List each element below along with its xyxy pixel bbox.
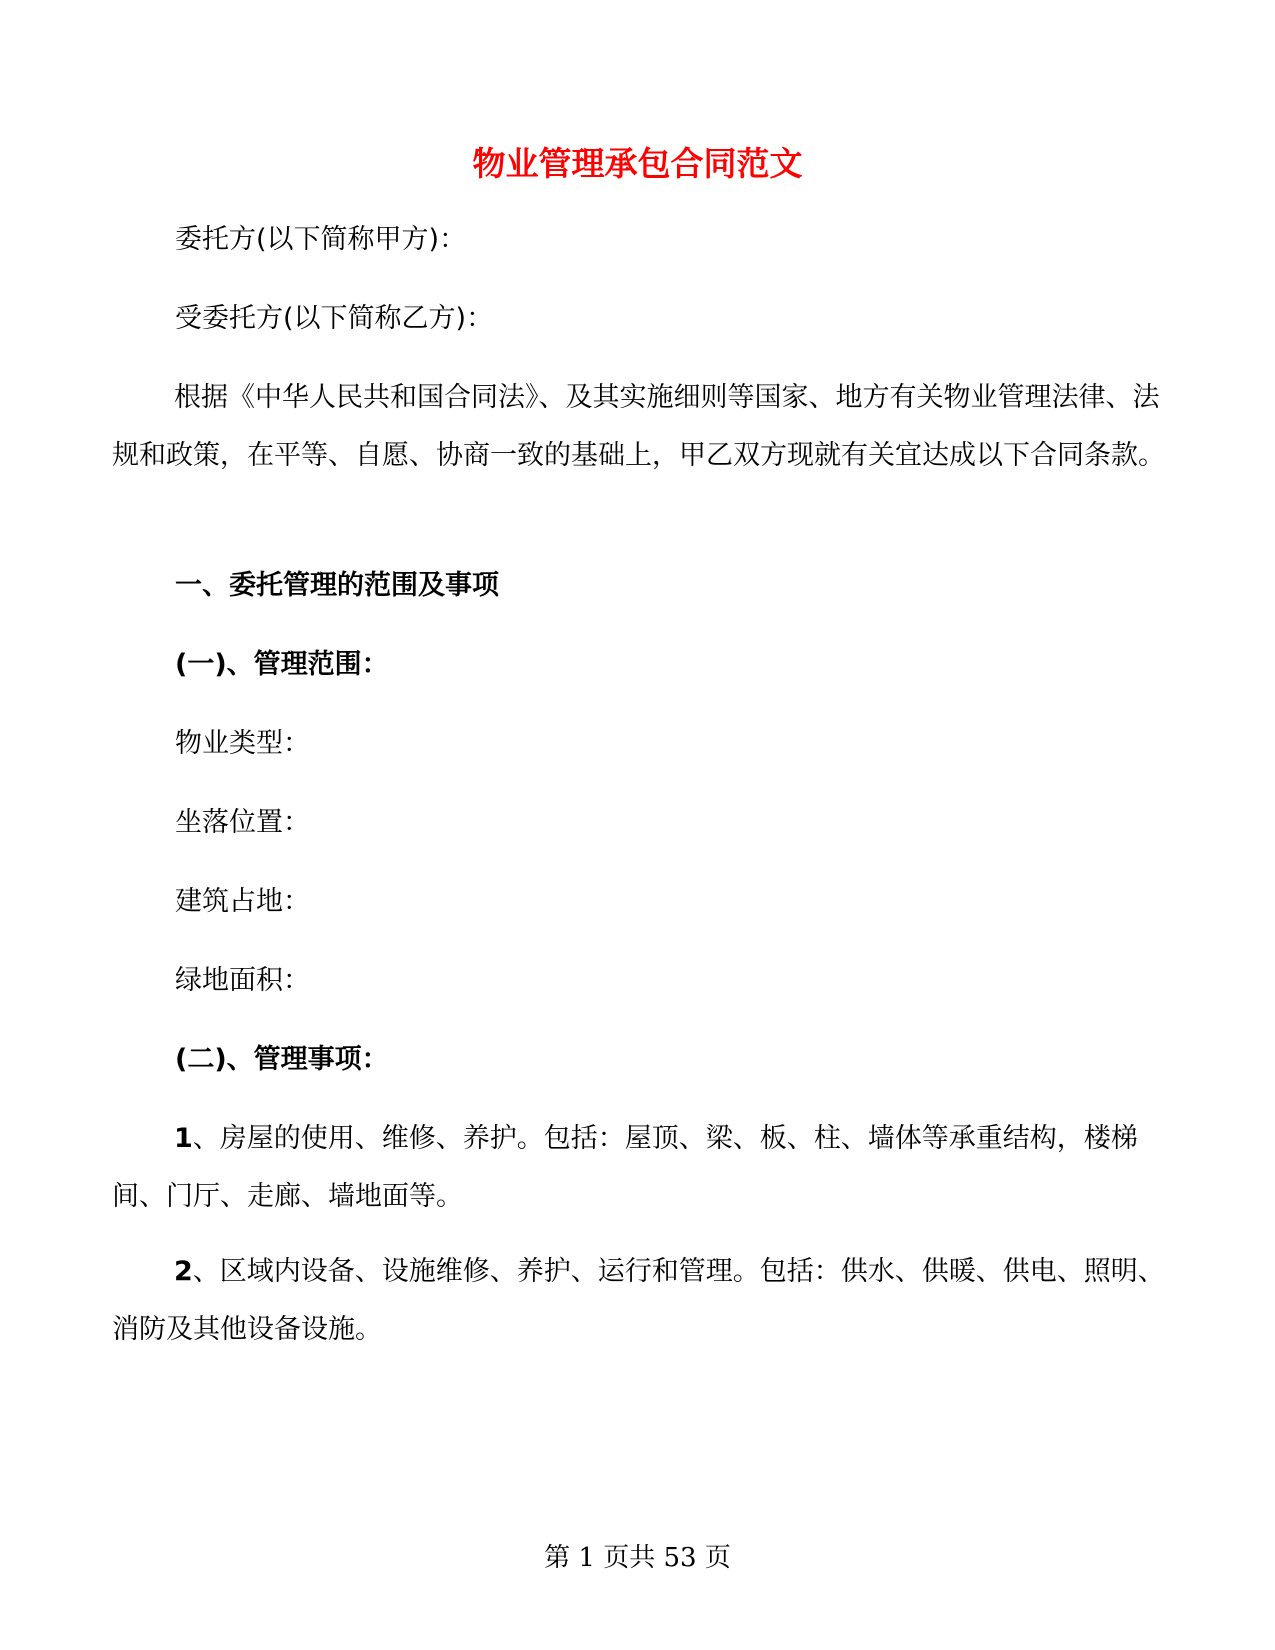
- subsection-2-heading: (二)、管理事项：: [175, 1044, 389, 1075]
- item-2-number: 2: [174, 1256, 193, 1287]
- building-area-label: 建筑占地：: [175, 886, 310, 917]
- item-2-text: 、区域内设备、设施维修、养护、运行和管理。包括：供水、供暖、供电、照明、消防及其他设备设施。: [112, 1256, 1165, 1345]
- section-1-heading: 一、委托管理的范围及事项: [175, 570, 499, 601]
- property-type-label: 物业类型：: [175, 728, 310, 759]
- document-title: 物业管理承包合同范文: [472, 144, 803, 183]
- item-1-number: 1: [174, 1123, 193, 1154]
- intro-paragraph: 根据《中华人民共和国合同法》、及其实施细则等国家、地方有关物业管理法律、法规和政策，在平等、自愿、协商一致的基础上，甲乙双方现就有关宜达成以下合同条款。: [112, 382, 1165, 471]
- management-item-2: [112, 1243, 1167, 1359]
- management-item-1: [112, 1110, 1167, 1226]
- page-footer: 第 1 页共 53 页: [544, 1543, 731, 1573]
- location-label: 坐落位置：: [175, 807, 310, 838]
- subsection-1-heading: (一)、管理范围：: [175, 649, 389, 680]
- green-area-label: 绿地面积：: [175, 965, 310, 996]
- party-a-label: 委托方(以下简称甲方)：: [175, 224, 467, 255]
- item-1-text: 、房屋的使用、维修、养护。包括：屋顶、梁、板、柱、墙体等承重结构，楼梯间、门厅、走廊、墙地面等。: [112, 1123, 1138, 1212]
- party-b-label: 受委托方(以下简称乙方)：: [175, 303, 494, 334]
